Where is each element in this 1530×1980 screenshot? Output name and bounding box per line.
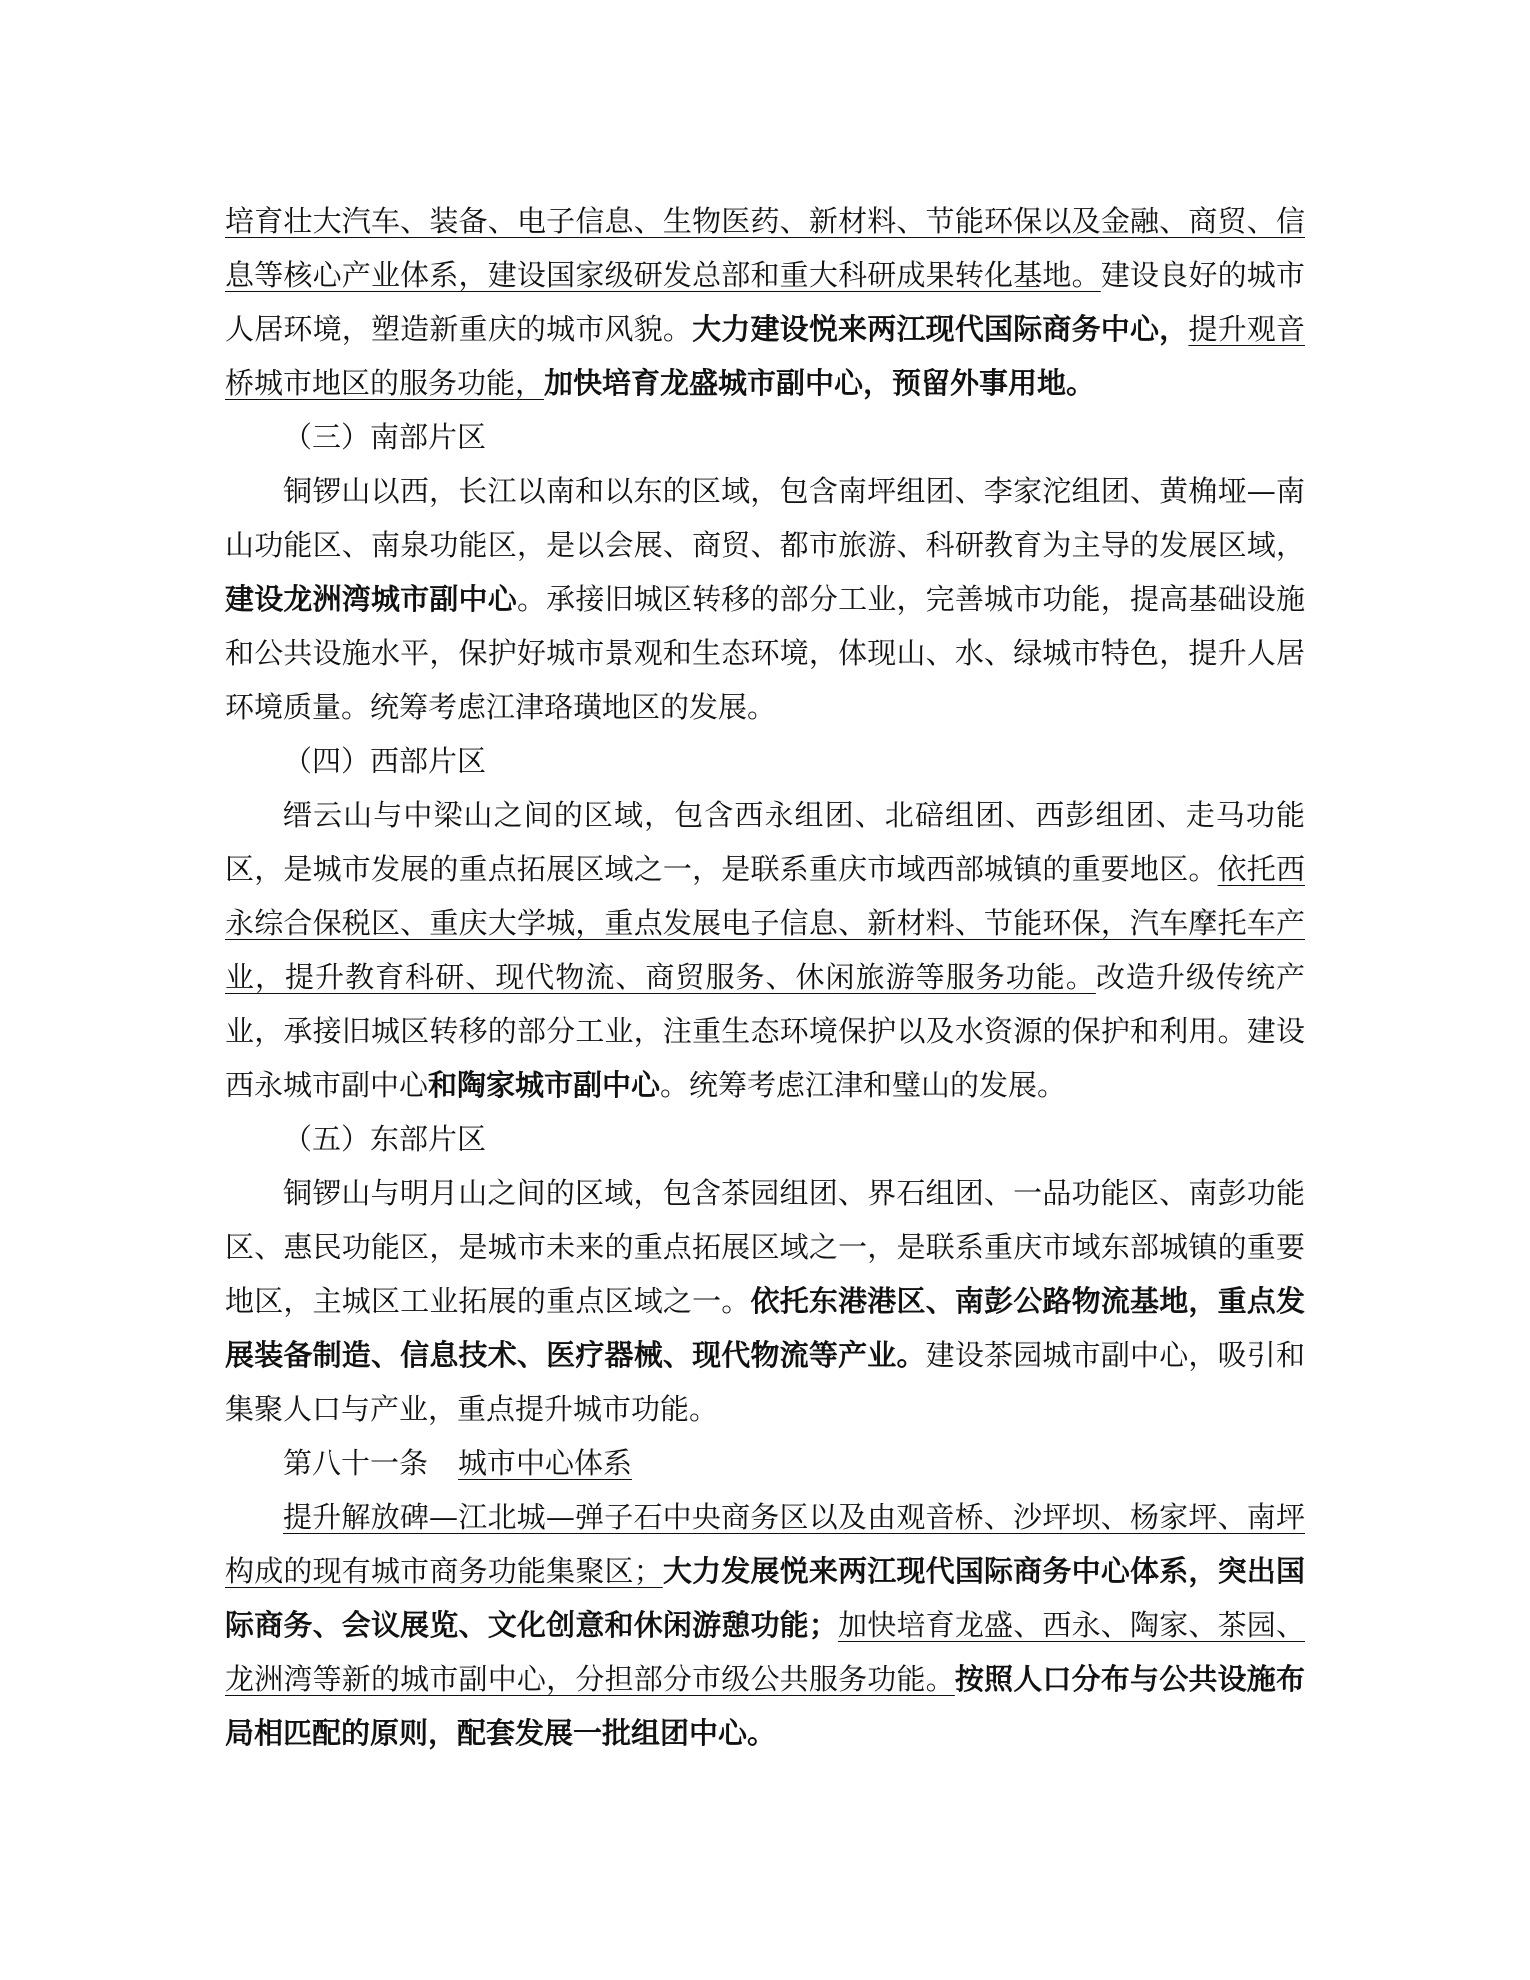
article-81-underlined-text: 提升解放碑—江北城—弹子石中央商务区以及由观音桥、沙坪坝、杨家坪、南坪构成的现有城市商务功能集聚区； <box>225 1500 1305 1588</box>
intro-bold-text: 大力建设悦来两江现代国际商务中心， <box>692 312 1189 346</box>
intro-underlined-text: 培育壮大汽车、装备、电子信息、生物医药、新材料、节能环保以及金融、商贸、信息等核心产业体系，建设国家级研发总部和重大科研成果转化基地。 <box>225 204 1305 292</box>
article-81-title: 城市中心体系 <box>458 1446 633 1480</box>
west-text-3: 。统筹考虑江津和璧山的发展。 <box>660 1068 1067 1102</box>
east-zone-heading: （五）东部片区 <box>283 1122 487 1156</box>
west-zone-paragraph <box>225 788 1305 1112</box>
west-text-1: 缙云山与中梁山之间的区域，包含西永组团、北碚组团、西彭组团、走马功能区，是城市发展的重点拓展区域之一，是联系重庆市域西部城镇的重要地区。 <box>225 798 1305 886</box>
west-bold-text: 和陶家城市副中心 <box>428 1068 661 1102</box>
west-text-2: 改造升级传统产业，承接旧城区转移的部分工业，注重生态环境保护以及水资源的保护和利用。建设西永城市副中心 <box>225 960 1305 1102</box>
intro-plain-text: 建设良好的城市人居环境，塑造新重庆的城市风貌。 <box>225 258 1305 346</box>
article-81-paragraph <box>225 1490 1305 1760</box>
intro-paragraph <box>225 194 1305 410</box>
intro-bold-text-2: 加快培育龙盛城市副中心，预留外事用地。 <box>544 366 1096 400</box>
article-81-number: 第八十一条 <box>283 1446 429 1480</box>
south-zone-paragraph <box>225 464 1305 734</box>
east-text-1: 铜锣山与明月山之间的区域，包含茶园组团、界石组团、一品功能区、南彭功能区、惠民功能区，是城市未来的重点拓展区域之一，是联系重庆市域东部城镇的重要地区，主城区工业拓展的重点区域之一。 <box>225 1176 1305 1318</box>
south-text-1: 铜锣山以西，长江以南和以东的区域，包含南坪组团、李家沱组团、黄桷垭—南山功能区、南泉功能区，是以会展、商贸、都市旅游、科研教育为主导的发展区域， <box>225 474 1305 562</box>
west-zone-heading: （四）西部片区 <box>283 744 487 778</box>
article-81-bold-text-2: 按照人口分布与公共设施布局相匹配的原则，配套发展一批组团中心。 <box>225 1662 1305 1750</box>
article-81-bold-text: 大力发展悦来两江现代国际商务中心体系，突出国际商务、会议展览、文化创意和休闲游憩功能； <box>225 1554 1305 1642</box>
west-underlined-text: 依托西永综合保税区、重庆大学城，重点发展电子信息、新材料、节能环保，汽车摩托车产业，提升教育科研、现代物流、商贸服务、休闲旅游等服务功能。 <box>225 852 1305 994</box>
article-81-underlined-text-2: 加快培育龙盛、西永、陶家、茶园、龙洲湾等新的城市副中心，分担部分市级公共服务功能。 <box>225 1608 1305 1696</box>
south-zone-heading: （三）南部片区 <box>283 420 487 454</box>
article-81-heading <box>225 1436 1305 1490</box>
south-text-2: 。承接旧城区转移的部分工业，完善城市功能，提高基础设施和公共设施水平，保护好城市景观和生态环境，体现山、水、绿城市特色，提升人居环境质量。统筹考虑江津珞璜地区的发展。 <box>225 582 1305 724</box>
east-zone-paragraph <box>225 1166 1305 1436</box>
intro-underlined-text-2: 提升观音桥城市地区的服务功能， <box>225 312 1305 400</box>
south-bold-text: 建设龙洲湾城市副中心 <box>225 582 517 616</box>
document-page <box>225 194 1305 1760</box>
east-bold-text: 依托东港港区、南彭公路物流基地，重点发展装备制造、信息技术、医疗器械、现代物流等产业。 <box>225 1284 1305 1372</box>
east-text-2: 建设茶园城市副中心，吸引和集聚人口与产业，重点提升城市功能。 <box>225 1338 1305 1426</box>
